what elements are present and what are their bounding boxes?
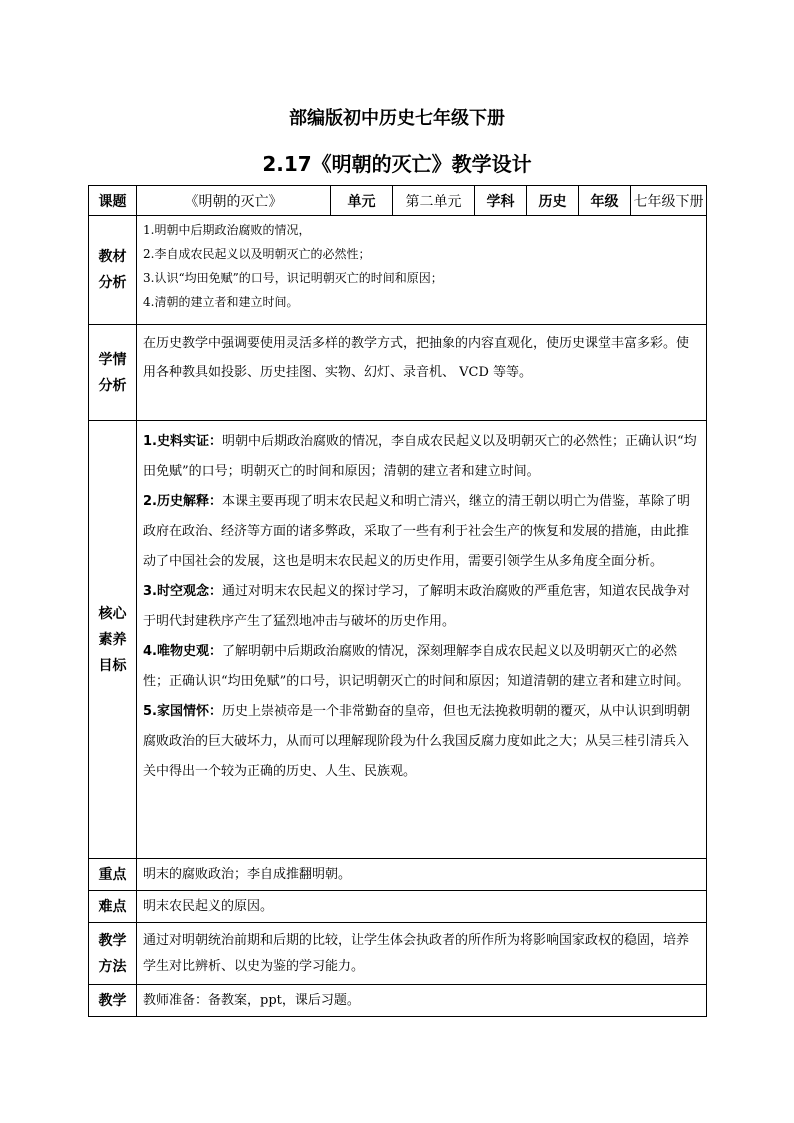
list-item: 1.明朝中后期政治腐败的情况， [143, 223, 311, 237]
method-row [89, 923, 707, 985]
focus-label: 重点 [89, 859, 137, 891]
learning-analysis-content: 在历史教学中强调要使用灵活多样的教学方式，把抽象的内容直观化，使历史课堂丰富多彩。使用各种教具如投影、历史挂图、实物、幻灯、录音机、 VCD 等等。 [137, 325, 707, 421]
unit-value: 第二单元 [393, 186, 475, 216]
list-item: 2.李自成农民起义以及明朝灭亡的必然性； [143, 247, 371, 261]
list-item: 3.时空观念：通过对明末农民起义的探讨学习，了解明末政治腐败的严重危害，知道农民战争对于明代封建秩序产生了猛烈地冲击与破坏的历史作用。 [143, 584, 690, 629]
grade-label: 年级 [579, 186, 631, 216]
method-label: 教学 方法 [89, 923, 137, 985]
textbook-analysis-content [137, 216, 707, 325]
subject-value: 历史 [527, 186, 579, 216]
focus-content: 明末的腐败政治；李自成推翻明朝。 [137, 859, 707, 891]
difficulty-content: 明末农民起义的原因。 [137, 891, 707, 923]
header-row [89, 186, 707, 216]
difficulty-label: 难点 [89, 891, 137, 923]
list-item: 2.历史解释：本课主要再现了明末农民起义和明亡清兴，继立的清王朝以明亡为借鉴，革除了明政府在政治、经济等方面的诸多弊政，采取了一些有利于社会生产的恢复和发展的措施，由此推动了中国社会的发展，这也是明末农民起义的历史作用，需要引领学生从多角度全面分析。 [143, 494, 690, 569]
core-literacy-row [89, 421, 707, 859]
grade-value: 七年级下册 [631, 186, 707, 216]
lesson-title: 2.17《明朝的灭亡》教学设计 [262, 152, 532, 176]
list-item: 5.家国情怀：历史上崇祯帝是一个非常勤奋的皇帝，但也无法挽救明朝的覆灭，从中认识到明朝腐败政治的巨大破坏力，从而可以理解现阶段为什么我国反腐力度如此之大；从吴三桂引清兵入关中得出一个较为正确的历史、人生、民族观。 [143, 704, 690, 779]
difficulty-row [89, 891, 707, 923]
topic-label: 课题 [89, 186, 137, 216]
core-literacy-label: 核心 素养 目标 [89, 421, 137, 859]
prep-content: 教师准备：备教案，ppt，课后习题。 [137, 985, 707, 1017]
list-item: 4.清朝的建立者和建立时间。 [143, 295, 299, 309]
textbook-analysis-label: 教材 分析 [89, 216, 137, 325]
document-title: 部编版初中历史七年级下册 [289, 108, 505, 129]
lesson-plan-table [88, 185, 707, 1017]
prep-row [89, 985, 707, 1017]
textbook-analysis-row [89, 216, 707, 325]
list-item: 3.认识“均田免赋”的口号，识记明朝灭亡的时间和原因； [143, 271, 443, 285]
learning-analysis-label: 学情 分析 [89, 325, 137, 421]
focus-row [89, 859, 707, 891]
unit-label: 单元 [331, 186, 393, 216]
learning-analysis-row [89, 325, 707, 421]
prep-label: 教学 [89, 985, 137, 1017]
list-item: 1.史料实证：明朝中后期政治腐败的情况，李自成农民起义以及明朝灭亡的必然性；正确认识“均田免赋”的口号；明朝灭亡的时间和原因；清朝的建立者和建立时间。 [143, 434, 697, 479]
method-content: 通过对明朝统治前期和后期的比较，让学生体会执政者的所作所为将影响国家政权的稳固，培养学生对比辨析、以史为鉴的学习能力。 [137, 923, 707, 985]
topic-value: 《明朝的灭亡》 [137, 186, 331, 216]
core-literacy-content [137, 421, 707, 859]
list-item: 4.唯物史观：了解明朝中后期政治腐败的情况，深刻理解李自成农民起义以及明朝灭亡的必然性；正确认识“均田免赋”的口号，识记明朝灭亡的时间和原因；知道清朝的建立者和建立时间。 [143, 644, 690, 689]
subject-label: 学科 [475, 186, 527, 216]
